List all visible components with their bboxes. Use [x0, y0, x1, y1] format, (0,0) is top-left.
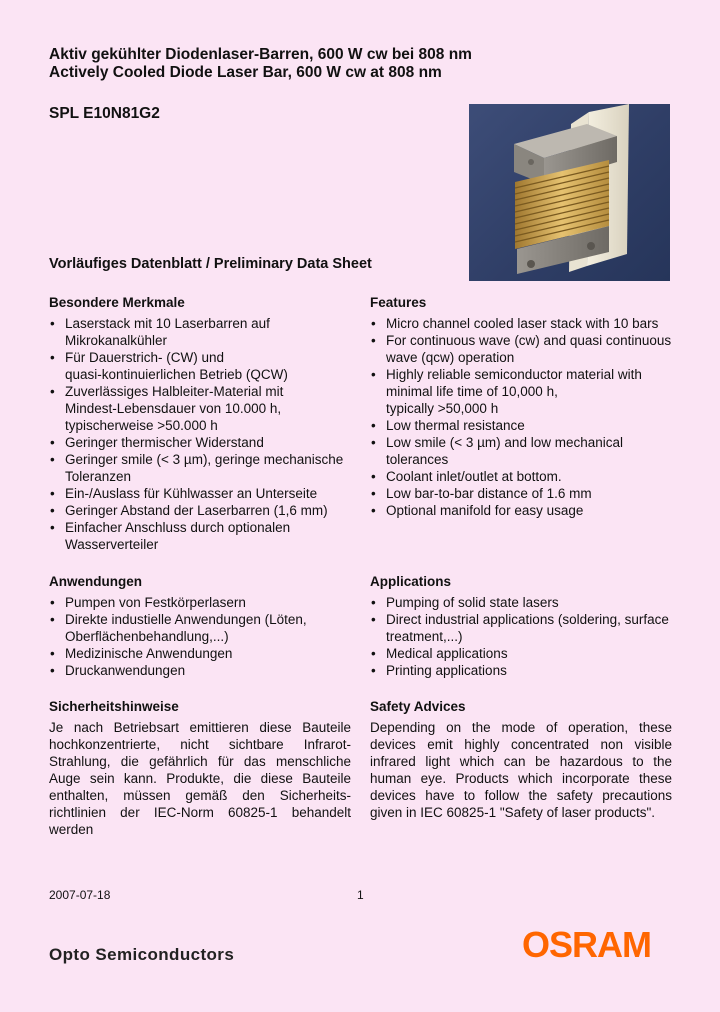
osram-logo: OSRAM [522, 924, 651, 965]
page-number: 1 [357, 888, 364, 902]
list-item: • Printing applications [370, 662, 672, 679]
division-name: Opto Semiconductors [49, 945, 235, 964]
list-item: • Low smile (< 3 µm) and low mechanical tolerances [370, 434, 672, 468]
list-item: • Pumpen von Festkörperlasern [49, 594, 351, 611]
safety-english-section [370, 698, 672, 821]
safety-german-section [49, 698, 351, 838]
list-item: • For continuous wave (cw) and quasi continuous wave (qcw) operation [370, 332, 672, 366]
list-item: • Micro channel cooled laser stack with 10 bars [370, 315, 672, 332]
safety-english-heading: Safety Advices [370, 699, 466, 714]
features-english-section [370, 294, 672, 519]
applications-english-section [370, 573, 672, 679]
product-photo [469, 104, 670, 281]
applications-english-list [370, 594, 672, 679]
applications-german-section [49, 573, 351, 679]
features-english-heading: Features [370, 295, 427, 310]
part-number: SPL E10N81G2 [49, 105, 160, 122]
list-item: • Geringer Abstand der Laserbarren (1,6 mm) [49, 502, 351, 519]
applications-english-heading: Applications [370, 574, 452, 589]
safety-german-text: Je nach Betriebsart emittieren diese Bauteile hochkonzentrierte, nicht sichtbare Infrarot-Strahlung, die gefährlich für das menschliche Auge sein kann. Produkte, die diese Bauteile enthalten, müssen gemäß den Sicherheits-richtlinien der IEC-Norm 60825-1 behandelt werden [49, 720, 351, 837]
list-item: • Zuverlässiges Halbleiter-Material mit Mindest-Lebensdauer von 10.000 h, typischerweise >50.000 h [49, 383, 351, 434]
list-item: • Highly reliable semiconductor material with minimal life time of 10,000 h, typically >50,000 h [370, 366, 672, 417]
features-german-list [49, 315, 351, 553]
title-english: Actively Cooled Diode Laser Bar, 600 W cw at 808 nm [49, 64, 442, 81]
features-german-section [49, 294, 351, 553]
list-item: • Laserstack mit 10 Laserbarren auf Mikrokanalkühler [49, 315, 351, 349]
list-item: • Geringer thermischer Widerstand [49, 434, 351, 451]
laser-stack-image [469, 104, 670, 281]
list-item: • Druckanwendungen [49, 662, 351, 679]
footer-date: 2007-07-18 [49, 888, 111, 902]
list-item: • Einfacher Anschluss durch optionalen Wasserverteiler [49, 519, 351, 553]
list-item: • Direct industrial applications (soldering, surface treatment,...) [370, 611, 672, 645]
list-item: • Pumping of solid state lasers [370, 594, 672, 611]
safety-english-text: Depending on the mode of operation, these devices emit highly concentrated non visible infrared light which can be hazardous to the human eye. Products which incorporate these devices have to follow the safety precautions given in IEC 60825-1 "Safety of laser products". [370, 720, 672, 820]
safety-german-heading: Sicherheitshinweise [49, 699, 179, 714]
list-item: • Coolant inlet/outlet at bottom. [370, 468, 672, 485]
features-german-heading: Besondere Merkmale [49, 295, 185, 310]
features-english-list [370, 315, 672, 519]
list-item: • Direkte industielle Anwendungen (Löten, Oberflächenbehandlung,...) [49, 611, 351, 645]
list-item: • Für Dauerstrich- (CW) und quasi-kontinuierlichen Betrieb (QCW) [49, 349, 351, 383]
list-item: • Medical applications [370, 645, 672, 662]
list-item: • Geringer smile (< 3 µm), geringe mechanische Toleranzen [49, 451, 351, 485]
list-item: • Low bar-to-bar distance of 1.6 mm [370, 485, 672, 502]
applications-german-list [49, 594, 351, 679]
list-item: • Optional manifold for easy usage [370, 502, 672, 519]
applications-german-heading: Anwendungen [49, 574, 142, 589]
list-item: • Ein-/Auslass für Kühlwasser an Unterseite [49, 485, 351, 502]
subtitle: Vorläufiges Datenblatt / Preliminary Data Sheet [49, 256, 372, 272]
list-item: • Medizinische Anwendungen [49, 645, 351, 662]
list-item: • Low thermal resistance [370, 417, 672, 434]
title-german: Aktiv gekühlter Diodenlaser-Barren, 600 W cw bei 808 nm [49, 46, 472, 63]
